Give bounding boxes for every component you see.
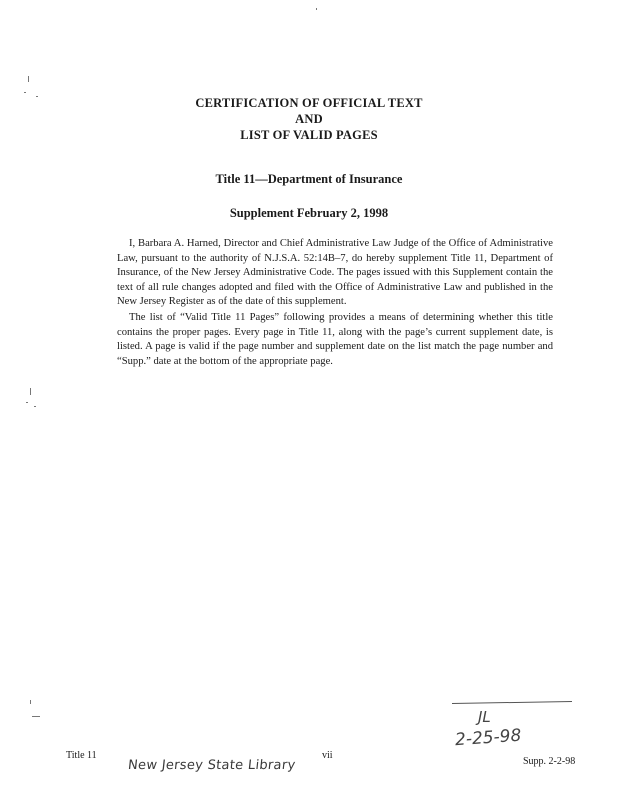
heading-line-2: AND (295, 112, 323, 126)
scan-speck (30, 700, 31, 704)
footer-title: Title 11 (66, 750, 97, 761)
scan-speck (30, 388, 31, 395)
signature-line (452, 701, 572, 704)
scan-speck (34, 406, 36, 407)
supplement-heading: Supplement February 2, 1998 (229, 206, 389, 220)
library-stamp: New Jersey State Library (127, 758, 297, 773)
handwritten-date: 2-25-98 (454, 725, 522, 751)
handwritten-initials: JL (478, 708, 491, 726)
heading-line-3: LIST OF VALID PAGES (240, 128, 378, 142)
title-heading: Title 11—Department of Insurance (215, 172, 403, 186)
valid-pages-paragraph: The list of “Valid Title 11 Pages” following provides a means of determining whether this title contains the proper pages. Every page in Title 11, along with the page’s current supplement date, is listed. A page is valid if the page number and supplement date on the list match the page number and “Supp.” date at the bottom of the appropriate page. (117, 312, 553, 367)
certification-paragraph: I, Barbara A. Harned, Director and Chief Administrative Law Judge of the Office of Administrative Law, pursuant to the authority of N.J.S.A. 52:14B–7, do hereby supplement Title 11, Department of Insurance, of the New Jersey Administrative Code. The pages issued with this Supplement contain the text of all rule changes adopted and filed with the Office of Administrative Law and published in the New Jersey Register as of the date of this supplement. (117, 238, 553, 308)
scan-speck (36, 96, 38, 97)
scan-speck (28, 76, 29, 82)
scan-speck (32, 716, 40, 717)
certification-heading (0, 95, 618, 143)
scan-speck (24, 92, 26, 93)
footer-page-number: vii (322, 750, 333, 761)
footer-supplement-date: Supp. 2-2-98 (523, 756, 576, 767)
scan-speck (316, 8, 317, 10)
heading-line-1: CERTIFICATION OF OFFICIAL TEXT (195, 96, 423, 110)
scan-speck (26, 402, 28, 403)
